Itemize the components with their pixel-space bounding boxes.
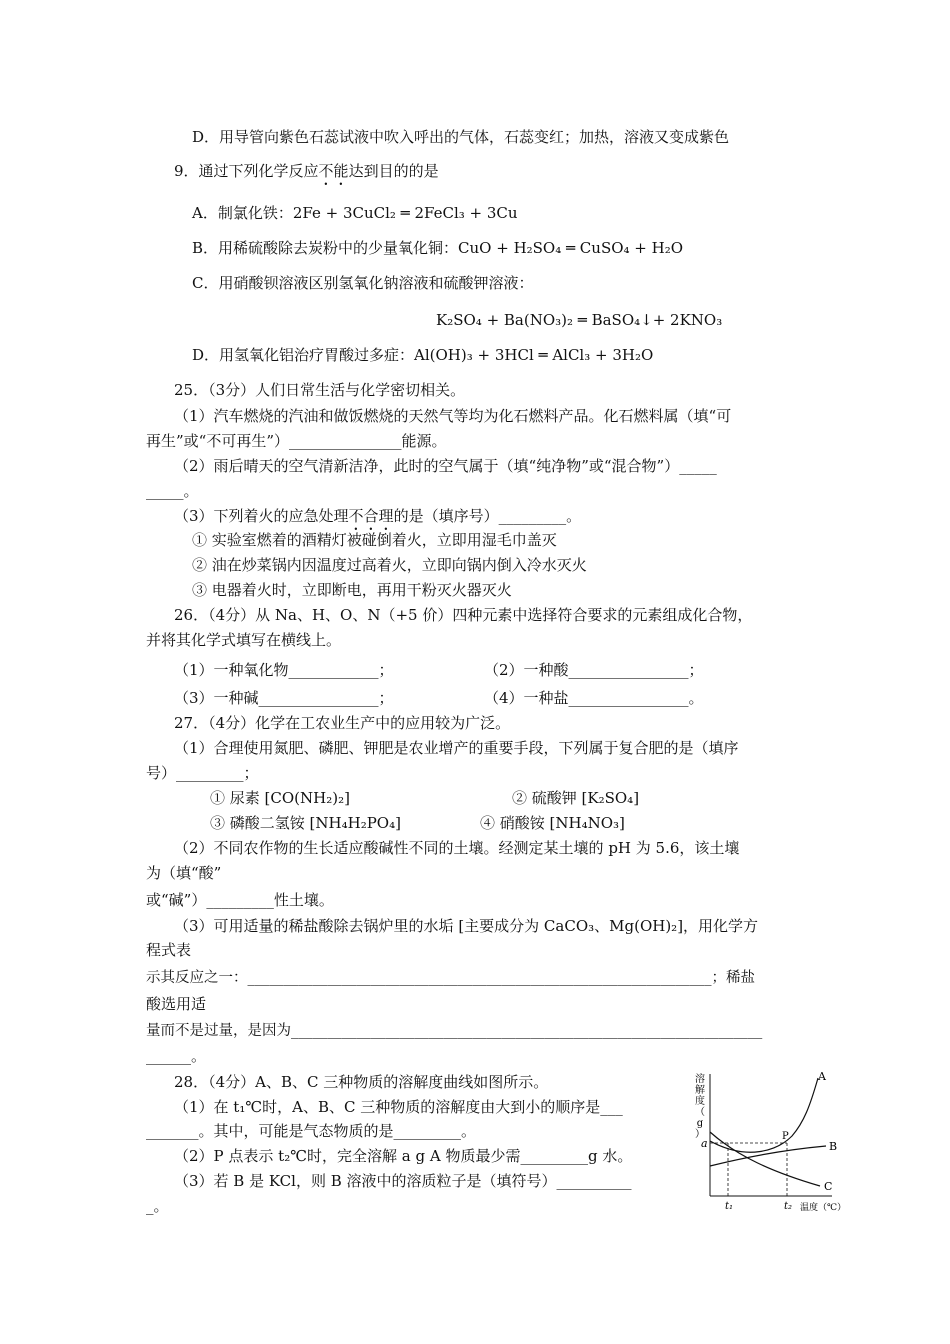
label-a: A [818,1070,826,1083]
q28-part3-line1: （3）若 B 是 KCl，则 B 溶液中的溶质粒子是（填符号）__________ [174,1172,632,1190]
q25-choice-3: ③ 电器着火时，立即断电，再用干粉灭火器灭火 [192,581,512,599]
q26-item-3: （3）一种碱________________； [174,689,394,707]
q28-part1-line1: （1）在 t₁℃时，A、B、C 三种物质的溶解度由大到小的顺序是___ [174,1098,623,1116]
q27-part1-line2: 号）_________； [146,764,259,782]
tick-t1: t₁ [725,1201,734,1212]
q25-choice-1: ① 实验室燃着的酒精灯被碰倒着火，立即用湿毛巾盖灭 [192,531,557,549]
q28-part3-line2: _。 [146,1197,169,1215]
q28-part1-line2: _______。其中，可能是气态物质的是_________。 [146,1122,477,1140]
q25-part3-emphasis: 不合理 [348,507,394,525]
y-axis-label-char: 解 [695,1085,705,1096]
label-p: P [782,1131,789,1142]
q9-stem-post: 达到目的的是 [348,162,439,180]
y-axis-label [695,1072,705,1140]
q28-part2: （2）P 点表示 t₂℃时，完全溶解 a g A 物质最少需_________g 水。 [174,1147,633,1165]
q26-stem-line2: 并将其化学式填写在横线上。 [146,631,342,649]
q27-part2-line3: 或“碱”）_________性土壤。 [146,891,334,909]
q26-item-2: （2）一种酸________________； [484,661,704,679]
q9-stem-pre: 9．通过下列化学反应 [174,162,319,180]
q27-part2-line1: （2）不同农作物的生长适应酸碱性不同的土壤。经测定某土壤的 pH 为 5.6，该土壤 [174,839,740,857]
q25-part2-line2: _____。 [146,482,199,500]
q9-option-d: D．用氢氧化铝治疗胃酸过多症：Al(OH)₃ + 3HCl ═ AlCl₃ + 3H₂O [192,346,654,364]
y-axis-label-char: 溶 [695,1074,705,1085]
q25-part2-line1: （2）雨后晴天的空气清新洁净，此时的空气属于（填“纯净物”或“混合物”）_____ [174,457,717,475]
q9-option-c-equation: K₂SO₄ + Ba(NO₃)₂ ═ BaSO₄↓+ 2KNO₃ [436,311,723,329]
x-axis-label: 温度（℃） [800,1203,847,1213]
q27-part1-line1: （1）合理使用氮肥、磷肥、钾肥是农业增产的重要手段，下列属于复合肥的是（填序 [174,739,739,757]
q8-option-d: D．用导管向紫色石蕊试液中吹入呼出的气体，石蕊变红；加热，溶液又变成紫色 [192,128,730,146]
y-axis-label-char: （ [695,1107,705,1118]
q27-stem: 27．（4分）化学在工农业生产中的应用较为广泛。 [174,714,511,732]
y-axis-label-char: ） [695,1129,705,1140]
label-c: C [824,1180,833,1193]
q9-option-b: B．用稀硫酸除去炭粉中的少量氧化铜：CuO + H₂SO₄ ═ CuSO₄ + H₂O [192,239,684,257]
q27-choice-1: ① 尿素 [CO(NH₂)₂] [210,789,350,807]
curve-a [710,1078,818,1152]
tick-a: a [701,1137,708,1150]
q9-stem-emphasis: 不能 [318,162,349,180]
q27-part3-line3: 示其反应之一：________________________________________________________________；稀盐 [146,970,755,986]
y-axis-label-char: 度 [695,1096,705,1107]
q25-part1-line1: （1）汽车燃烧的汽油和做饭燃烧的天然气等均为化石燃料产品。化石燃料属（填“可 [174,407,732,425]
q26-item-4: （4）一种盐________________。 [484,689,704,707]
q25-part1-line2: 再生”或“不可再生”）_______________能源。 [146,432,447,450]
curve-c [710,1132,820,1186]
q25-choice-2: ② 油在炒菜锅内因温度过高着火，立即向锅内倒入冷水灭火 [192,556,587,574]
q9-stem [174,161,439,189]
y-axis-label-char: g [696,1118,704,1129]
q27-choice-4: ④ 硝酸铵 [NH₄NO₃] [480,814,625,832]
q9-option-c: C．用硝酸钡溶液区别氢氧化钠溶液和硫酸钾溶液： [192,274,534,292]
q27-part3-line6: ______。 [146,1047,207,1065]
q9-option-a: A．制氯化铁：2Fe + 3CuCl₂ ═ 2FeCl₃ + 3Cu [192,204,518,222]
solubility-curve-chart [692,1066,862,1226]
q27-part3-line1: （3）可用适量的稀盐酸除去锅炉里的水垢 [主要成分为 CaCO₃、Mg(OH)₂]，用化学方 [174,917,759,935]
q25-stem: 25．（3分）人们日常生活与化学密切相关。 [174,381,466,399]
q26-item-1: （1）一种氧化物____________； [174,661,394,679]
q27-part2-line2: 为（填“酸” [146,864,222,882]
q27-part3-line4: 酸选用适 [146,995,207,1013]
q27-choice-3: ③ 磷酸二氢铵 [NH₄H₂PO₄] [210,814,401,832]
q26-stem-line1: 26．（4分）从 Na、H、O、N（+5 价）四种元素中选择符合要求的元素组成化合物， [174,606,753,624]
q25-part3-pre: （3）下列着火的应急处理 [174,507,349,525]
label-b: B [829,1140,838,1153]
q27-choice-2: ② 硫酸钾 [K₂SO₄] [512,789,640,807]
q27-part3-line2: 程式表 [146,941,192,959]
q27-part3-line5: 量而不是过量，是因为_________________________________________________________________ [146,1023,763,1039]
q28-stem: 28．（4分）A、B、C 三种物质的溶解度曲线如图所示。 [174,1073,549,1091]
q25-part3-post: 的是（填序号）_________。 [393,507,582,525]
tick-t2: t₂ [784,1201,793,1212]
